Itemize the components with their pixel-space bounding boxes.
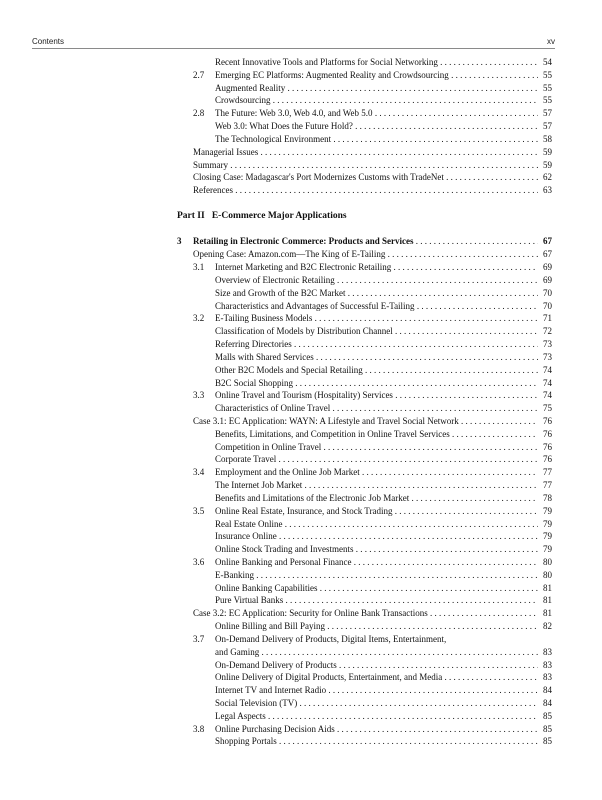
toc-entry [0, 402, 602, 414]
toc-entry-page: 59 [543, 146, 552, 157]
toc-entry-number: 3.3 [193, 390, 205, 401]
toc-entry-title: Competition in Online Travel . . . [215, 441, 538, 453]
toc-entry [0, 518, 602, 530]
toc-entry-page: 57 [543, 121, 552, 132]
toc-entry-page: 73 [543, 351, 552, 362]
toc-entry-page: 62 [543, 172, 552, 183]
toc-entry [0, 235, 602, 247]
toc-entry [0, 94, 602, 106]
toc-entry [0, 146, 602, 158]
toc-entry [0, 569, 602, 581]
toc-entry-page: 70 [543, 287, 552, 298]
toc-entry [0, 300, 602, 312]
toc-entry [0, 133, 602, 145]
toc-entry-page: 75 [543, 403, 552, 414]
toc-entry-page: 71 [543, 313, 552, 324]
toc-entry [0, 697, 602, 709]
toc-entry [0, 364, 602, 376]
toc-entry-page: 74 [543, 390, 552, 401]
toc-entry-title: and Gaming . . . [215, 646, 538, 658]
toc-entry-page: 83 [543, 672, 552, 683]
toc-entry [0, 171, 602, 183]
header-section-title: Contents [32, 37, 65, 46]
toc-entry [0, 659, 602, 671]
toc-entry-page: 74 [543, 364, 552, 375]
toc-entry [0, 82, 602, 94]
toc-entry [0, 582, 602, 594]
toc-entry-page: 81 [543, 595, 552, 606]
toc-entry-page: 67 [543, 249, 552, 260]
toc-entry [0, 184, 602, 196]
toc-entry-number: 3.5 [193, 505, 205, 516]
header-page-number: xv [547, 37, 555, 46]
toc-entry [0, 710, 602, 722]
toc-entry [0, 723, 602, 735]
toc-entry-page: 67 [543, 236, 552, 247]
toc-entry-title: References . . . [193, 184, 538, 196]
toc-entry-page: 70 [543, 300, 552, 311]
toc-entry [0, 274, 602, 286]
toc-entry-title: Internet Marketing and B2C Electronic Retailing . . . [215, 261, 538, 273]
toc-entry-number: 3.2 [193, 313, 205, 324]
toc-entry-title: Online Banking Capabilities . . . [215, 582, 538, 594]
toc-entry [0, 338, 602, 350]
toc-entry-number: 3.7 [193, 633, 205, 644]
toc-entry [0, 594, 602, 606]
toc-entry [0, 466, 602, 478]
toc-entry-page: 77 [543, 480, 552, 491]
toc-entry-page: 77 [543, 467, 552, 478]
toc-entry-title: Case 3.1: EC Application: WAYN: A Lifestyle and Travel Social Network . . . [193, 415, 538, 427]
toc-entry [0, 415, 602, 427]
toc-entry-page: 79 [543, 518, 552, 529]
toc-entry-title: Crowdsourcing . . . [215, 94, 538, 106]
toc-entry-title: Closing Case: Madagascar's Port Modernizes Customs with TradeNet . . . [193, 171, 538, 183]
toc-entry-page: 69 [543, 274, 552, 285]
toc-entry-page: 79 [543, 531, 552, 542]
toc-entry-number: 3.6 [193, 556, 205, 567]
toc-entry [0, 287, 602, 299]
toc-entry-page: 79 [543, 505, 552, 516]
toc-entry [0, 671, 602, 683]
toc-entry-number: 3.8 [193, 723, 205, 734]
toc-part-heading [0, 210, 602, 222]
toc-entry-page: 55 [543, 82, 552, 93]
toc-entry-page: 76 [543, 428, 552, 439]
toc-entry [0, 646, 602, 658]
toc-entry-title: Online Travel and Tourism (Hospitality) Services . . . [215, 389, 538, 401]
toc-entry-title: Overview of Electronic Retailing . . . [215, 274, 538, 286]
toc-entry-title: Online Real Estate, Insurance, and Stock Trading . . . [215, 505, 538, 517]
toc-entry-title: Online Stock Trading and Investments . . . [215, 543, 538, 555]
toc-entry-number: 2.7 [193, 69, 205, 80]
toc-entry-title: Social Television (TV) . . . [215, 697, 538, 709]
toc-entry-page: 80 [543, 569, 552, 580]
toc-entry-title: Benefits and Limitations of the Electronic Job Market . . . [215, 492, 538, 504]
toc-entry-page: 73 [543, 339, 552, 350]
toc-entry [0, 159, 602, 171]
toc-entry-title: Summary . . . [193, 159, 538, 171]
toc-entry-page: 85 [543, 736, 552, 747]
toc-entry-title: Managerial Issues . . . [193, 146, 538, 158]
toc-entry-page: 76 [543, 415, 552, 426]
toc-entry-title: The Technological Environment . . . [215, 133, 538, 145]
toc-entry-page: 79 [543, 544, 552, 555]
toc-entry-title: Online Delivery of Digital Products, Entertainment, and Media . . . [215, 671, 538, 683]
toc-entry-title: E-Banking . . . [215, 569, 538, 581]
toc-entry-title: Online Banking and Personal Finance . . . [215, 556, 538, 568]
toc-entry-page: 83 [543, 659, 552, 670]
toc-entry-title: Emerging EC Platforms: Augmented Reality and Crowdsourcing . . . [215, 69, 538, 81]
table-of-contents [0, 56, 602, 796]
toc-entry-title: E-Tailing Business Models . . . [215, 312, 538, 324]
toc-entry-page: 76 [543, 454, 552, 465]
toc-entry [0, 107, 602, 119]
toc-entry-title: Internet TV and Internet Radio . . . [215, 684, 538, 696]
toc-entry [0, 684, 602, 696]
toc-entry-title: Referring Directories . . . [215, 338, 538, 350]
toc-entry-title: Retailing in Electronic Commerce: Products and Services . . . [193, 235, 538, 247]
toc-entry-number: 3 [177, 236, 182, 247]
toc-entry [0, 543, 602, 555]
toc-entry-title: Other B2C Models and Special Retailing . . . [215, 364, 538, 376]
toc-entry [0, 261, 602, 273]
toc-entry-title: On-Demand Delivery of Products, Digital Items, Entertainment, [215, 633, 447, 644]
toc-entry [0, 505, 602, 517]
toc-entry-title: Shopping Portals . . . [215, 735, 538, 747]
toc-entry [0, 607, 602, 619]
toc-entry-page: 69 [543, 262, 552, 273]
toc-entry-page: 54 [543, 57, 552, 67]
toc-entry-title: Online Purchasing Decision Aids . . . [215, 723, 538, 735]
toc-entry-page: 81 [543, 582, 552, 593]
toc-entry-page: 85 [543, 723, 552, 734]
toc-entry-title: Pure Virtual Banks . . . [215, 594, 538, 606]
toc-entry-title: Classification of Models by Distribution Channel . . . [215, 325, 538, 337]
toc-entry-number: 2.8 [193, 108, 205, 119]
toc-entry-page: 59 [543, 159, 552, 170]
toc-entry-page: 76 [543, 441, 552, 452]
toc-entry-number: 3.4 [193, 467, 205, 478]
toc-entry-page: 85 [543, 710, 552, 721]
toc-entry-page: 84 [543, 685, 552, 696]
toc-entry-title: B2C Social Shopping . . . [215, 377, 538, 389]
toc-entry-title: Augmented Reality . . . [215, 82, 538, 94]
toc-entry-title: Characteristics of Online Travel . . . [215, 402, 538, 414]
toc-entry [0, 633, 602, 645]
toc-entry-page: 80 [543, 556, 552, 567]
toc-entry-title: Web 3.0: What Does the Future Hold? . . . [215, 120, 538, 132]
toc-entry [0, 735, 602, 747]
toc-entry [0, 312, 602, 324]
toc-entry-title: The Internet Job Market . . . [215, 479, 538, 491]
toc-entry-page: 74 [543, 377, 552, 388]
toc-entry [0, 530, 602, 542]
toc-entry-number: 3.1 [193, 262, 205, 273]
toc-entry [0, 492, 602, 504]
part-title: Part II E-Commerce Major Applications [177, 210, 347, 221]
header-rule [32, 48, 555, 49]
toc-entry [0, 556, 602, 568]
toc-entry [0, 377, 602, 389]
toc-entry-page: 78 [543, 492, 552, 503]
toc-entry-title: On-Demand Delivery of Products . . . [215, 659, 538, 671]
toc-entry [0, 351, 602, 363]
toc-entry-page: 63 [543, 185, 552, 196]
toc-entry-title: Opening Case: Amazon.com—The King of E-Tailing . . . [193, 248, 538, 260]
toc-entry [0, 441, 602, 453]
toc-entry [0, 389, 602, 401]
toc-entry-title: Size and Growth of the B2C Market . . . [215, 287, 538, 299]
toc-entry [0, 325, 602, 337]
toc-entry [0, 620, 602, 632]
toc-entry-title: Recent Innovative Tools and Platforms for Social Networking . . . [215, 56, 538, 68]
toc-entry [0, 56, 602, 68]
toc-entry-page: 81 [543, 608, 552, 619]
toc-entry-title: Case 3.2: EC Application: Security for Online Bank Transactions . . . [193, 607, 538, 619]
toc-entry-title: The Future: Web 3.0, Web 4.0, and Web 5.0 . . . [215, 107, 538, 119]
toc-entry-title: Legal Aspects . . . [215, 710, 538, 722]
toc-entry-title: Characteristics and Advantages of Successful E-Tailing . . . [215, 300, 538, 312]
toc-entry-page: 55 [543, 69, 552, 80]
toc-entry-page: 57 [543, 108, 552, 119]
toc-entry-page: 83 [543, 646, 552, 657]
toc-entry [0, 69, 602, 81]
toc-entry-title: Malls with Shared Services . . . [215, 351, 538, 363]
toc-entry-title: Insurance Online . . . [215, 530, 538, 542]
toc-entry [0, 248, 602, 260]
toc-entry [0, 120, 602, 132]
toc-entry-title: Corporate Travel . . . [215, 453, 538, 465]
toc-entry [0, 428, 602, 440]
toc-entry-page: 58 [543, 133, 552, 144]
toc-entry-title: Online Billing and Bill Paying . . . [215, 620, 538, 632]
toc-entry-page: 72 [543, 326, 552, 337]
toc-entry [0, 453, 602, 465]
toc-entry-title: Employment and the Online Job Market . . . [215, 466, 538, 478]
toc-entry [0, 479, 602, 491]
toc-entry-title: Benefits, Limitations, and Competition in Online Travel Services . . . [215, 428, 538, 440]
toc-entry-title: Real Estate Online . . . [215, 518, 538, 530]
toc-entry-page: 84 [543, 698, 552, 708]
toc-entry-page: 55 [543, 95, 552, 106]
toc-entry-page: 82 [543, 621, 552, 632]
